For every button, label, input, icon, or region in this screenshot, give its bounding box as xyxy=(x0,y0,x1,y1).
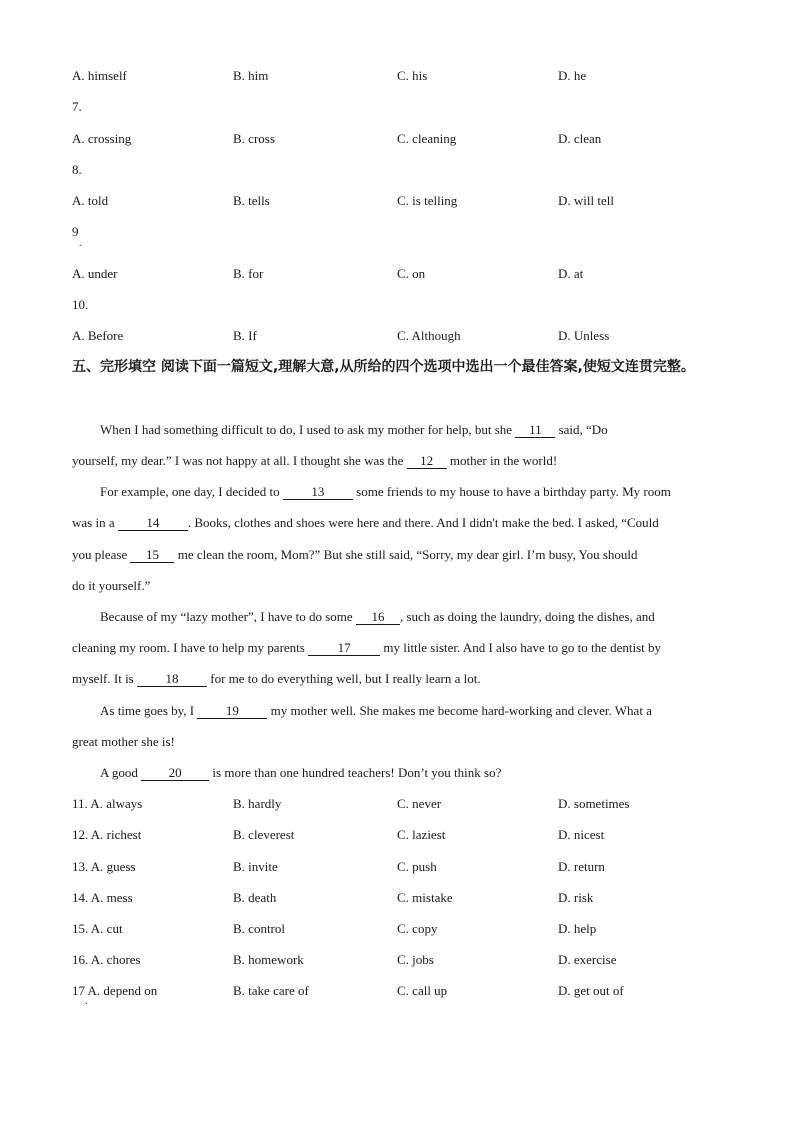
option-d: D. risk xyxy=(558,890,594,905)
text: myself. It is xyxy=(72,671,137,686)
option-b: B. cross xyxy=(233,131,275,146)
blank-11: 11 xyxy=(515,422,555,438)
text: was in a xyxy=(72,515,118,530)
blank-16: 16 xyxy=(356,609,400,625)
option-d: D. return xyxy=(558,859,605,874)
option-b: B. for xyxy=(233,266,264,281)
text: . Books, clothes and shoes were here and there. And I didn't make the bed. I asked, “Could xyxy=(187,515,659,530)
text: For example, one day, I decided to xyxy=(100,484,283,499)
option-a: A. told xyxy=(72,193,109,208)
passage-line: do it yourself.” xyxy=(72,578,151,593)
option-c: C. copy xyxy=(397,921,438,936)
option-c: C. on xyxy=(397,266,426,281)
option-b: B. cleverest xyxy=(233,827,295,842)
option-c: C. is telling xyxy=(397,193,458,208)
blank-15: 15 xyxy=(130,547,174,563)
text: me clean the room, Mom?” But she still said, “Sorry, my dear girl. I’m busy, You should xyxy=(174,547,638,562)
option-c: C. his xyxy=(397,68,428,83)
text: for me to do everything well, but I really learn a lot. xyxy=(207,671,481,686)
blank-12: 12 xyxy=(407,453,447,469)
option-b: B. If xyxy=(233,328,257,343)
option-d: D. will tell xyxy=(558,193,614,208)
passage-line xyxy=(72,452,724,470)
text: mother in the world! xyxy=(446,453,558,468)
passage-line: great mother she is! xyxy=(72,734,175,749)
option-b: B. homework xyxy=(233,952,304,967)
option-d: D. at xyxy=(558,266,584,281)
text: cleaning my room. I have to help my parents xyxy=(72,640,309,655)
option-b: B. control xyxy=(233,921,285,936)
text: When I had something difficult to do, I used to ask my mother for help, but she xyxy=(100,422,516,437)
text: said, “Do xyxy=(555,422,608,437)
option-d: D. clean xyxy=(558,131,602,146)
option-b: B. take care of xyxy=(233,983,309,998)
option-a: A. Before xyxy=(72,328,124,343)
passage-line xyxy=(72,608,752,626)
option-b: B. invite xyxy=(233,859,278,874)
number-dot: . xyxy=(85,996,88,1007)
passage-line xyxy=(72,546,724,564)
blank-20: 20 xyxy=(141,765,209,781)
option-d: D. nicest xyxy=(558,827,605,842)
option-d: D. he xyxy=(558,68,587,83)
option-d: D. exercise xyxy=(558,952,617,967)
option-b: B. hardly xyxy=(233,796,282,811)
passage-line xyxy=(72,764,752,782)
text: yourself, my dear.” I was not happy at all. I thought she was the xyxy=(72,453,407,468)
question-number-9: 9 xyxy=(72,224,79,239)
option-d: D. sometimes xyxy=(558,796,630,811)
text: As time goes by, I xyxy=(100,703,198,718)
section-title: 五、完形填空 阅读下面一篇短文,理解大意,从所给的四个选项中选出一个最佳答案,使短文连贯完整。 xyxy=(72,359,695,375)
option-b: B. tells xyxy=(233,193,270,208)
passage-line xyxy=(72,702,752,720)
option-c: C. cleaning xyxy=(397,131,457,146)
option-c: C. mistake xyxy=(397,890,453,905)
option-a: 15. A. cut xyxy=(72,921,123,936)
text: is more than one hundred teachers! Don’t you think so? xyxy=(209,765,502,780)
text: you please xyxy=(72,547,131,562)
text: A good xyxy=(100,765,142,780)
option-a: 17 A. depend on xyxy=(72,983,158,998)
option-d: D. help xyxy=(558,921,597,936)
passage-line xyxy=(72,421,752,439)
option-c: C. call up xyxy=(397,983,448,998)
option-d: D. get out of xyxy=(558,983,624,998)
passage-line xyxy=(72,639,724,657)
passage-line xyxy=(72,483,752,501)
option-a: 14. A. mess xyxy=(72,890,133,905)
blank-14: 14 xyxy=(118,515,188,531)
text: , such as doing the laundry, doing the dishes, and xyxy=(399,609,655,624)
option-c: C. push xyxy=(397,859,437,874)
question-number-7: 7. xyxy=(72,99,82,114)
blank-18: 18 xyxy=(137,671,207,687)
option-a: 16. A. chores xyxy=(72,952,141,967)
question-number-10: 10. xyxy=(72,297,89,312)
option-a: 13. A. guess xyxy=(72,859,136,874)
question-number-8: 8. xyxy=(72,162,82,177)
number-dot: . xyxy=(79,238,82,249)
option-a: A. himself xyxy=(72,68,127,83)
text: my little sister. And I also have to go to the dentist by xyxy=(380,640,662,655)
option-c: C. Although xyxy=(397,328,461,343)
option-c: C. jobs xyxy=(397,952,434,967)
option-d: D. Unless xyxy=(558,328,610,343)
option-c: C. laziest xyxy=(397,827,446,842)
passage-line xyxy=(72,514,724,532)
blank-17: 17 xyxy=(308,640,380,656)
blank-13: 13 xyxy=(283,484,353,500)
option-a: A. crossing xyxy=(72,131,132,146)
text: Because of my “lazy mother”, I have to do some xyxy=(100,609,356,624)
option-b: B. death xyxy=(233,890,277,905)
blank-19: 19 xyxy=(197,703,267,719)
option-b: B. him xyxy=(233,68,269,83)
text: some friends to my house to have a birthday party. My room xyxy=(352,484,671,499)
text: my mother well. She makes me become hard-working and clever. What a xyxy=(267,703,652,718)
option-a: 11. A. always xyxy=(72,796,143,811)
option-c: C. never xyxy=(397,796,442,811)
option-a: 12. A. richest xyxy=(72,827,142,842)
passage-line xyxy=(72,670,724,688)
option-a: A. under xyxy=(72,266,118,281)
